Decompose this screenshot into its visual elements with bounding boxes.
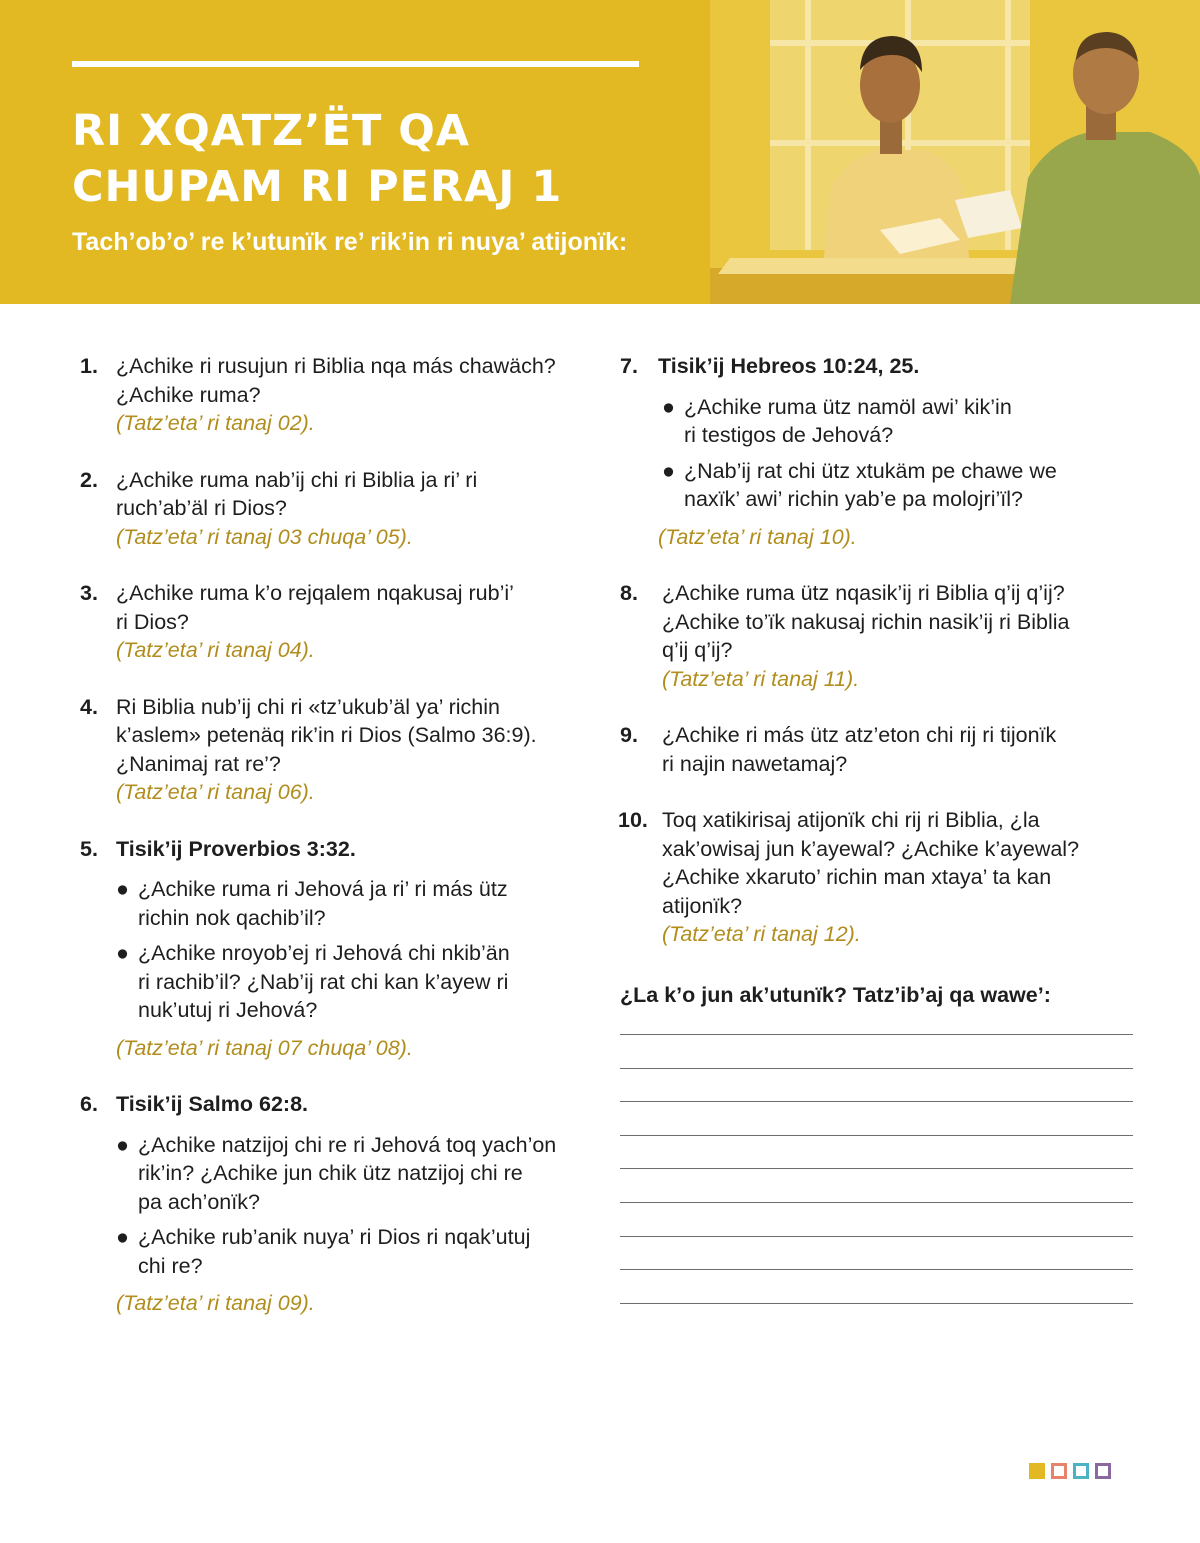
question-text-line: Toq xatikirisaj atijonïk chi rij ri Biblia, ¿la [662,808,1040,832]
question-6 [80,1090,590,1318]
scripture-heading: Tisik’ij Salmo 62:8. [116,1092,308,1116]
question-text-line: ri najin nawetamaj? [662,751,848,776]
bullet-text-line: ¿Achike rub’anik nuya’ ri Dios ri nqak’utuj [138,1225,531,1249]
bullet-icon: ● [662,394,675,419]
reference-note: (Tatz’eta’ ri tanaj 04). [116,638,315,662]
write-line[interactable] [620,1101,1133,1102]
bullet-text-line: rik’in? ¿Achike jun chik ütz natzijoj chi re [138,1161,523,1185]
bullet-text-line: chi re? [138,1253,203,1278]
reference-note: (Tatz’eta’ ri tanaj 10). [658,524,857,549]
bullet-text-line: ¿Achike ruma ri Jehová ja ri’ ri más ütz [138,877,508,901]
question-9 [620,721,1135,778]
bullet-icon: ● [662,458,675,483]
write-line[interactable] [620,1034,1133,1035]
reference-note: (Tatz’eta’ ri tanaj 11). [662,666,860,691]
question-text-line: ri Dios? [116,609,189,634]
questions-right-column [620,352,1135,949]
bullet-text-line: ¿Achike ruma ütz namöl awi’ kik’in [684,394,1012,419]
square-outline-teal [1073,1463,1089,1479]
write-line[interactable] [620,1303,1133,1304]
write-line[interactable] [620,1236,1133,1237]
question-number: 7. [620,354,638,378]
scripture-heading: Tisik’ij Hebreos 10:24, 25. [658,354,920,378]
header-rule [72,61,639,67]
write-line[interactable] [620,1202,1133,1203]
question-text-line: ¿Achike ri más ütz atz’eton chi rij ri tijonïk [662,723,1057,747]
bullet-item [116,1223,590,1280]
square-outline-purple [1095,1463,1111,1479]
header-banner [0,0,1200,304]
write-line[interactable] [620,1135,1133,1136]
write-line[interactable] [620,1068,1133,1069]
question-text-line: ¿Achike ruma? [116,382,261,407]
question-10 [620,806,1135,949]
question-number: 1. [80,354,98,378]
question-number: 8. [620,581,638,605]
write-line[interactable] [620,1168,1133,1169]
bullet-text-line: ri testigos de Jehová? [684,423,894,447]
title-line-1: RI XQATZ’ËT QA [72,106,471,156]
question-text-line: k’aslem» petenäq rik’in ri Dios (Salmo 36:9). [116,723,537,747]
bullet-text-line: ri rachib’il? ¿Nab’ij rat chi kan k’ayew ri [138,969,509,994]
write-line[interactable] [620,1269,1133,1270]
bullet-text-line: ¿Achike natzijoj chi re ri Jehová toq yach’on [138,1132,557,1157]
scripture-heading: Tisik’ij Proverbios 3:32. [116,836,356,861]
question-text-line: ¿Achike ruma k’o rejqalem nqakusaj rub’i’ [116,581,514,605]
bullet-item [116,1131,590,1217]
question-text-line: ¿Achike to’ïk nakusaj richin nasik’ij ri Biblia [662,609,1070,634]
question-number: 3. [80,581,98,605]
question-7 [620,352,1135,551]
write-lines-area[interactable] [620,1034,1133,1336]
reference-note: (Tatz’eta’ ri tanaj 09). [116,1291,315,1315]
reference-note: (Tatz’eta’ ri tanaj 06). [116,780,315,804]
question-3 [80,579,590,665]
question-text-line: Ri Biblia nub’ij chi ri «tz’ukub’äl ya’ richin [116,694,500,719]
title-line-2: CHUPAM RI PERAJ 1 [72,162,563,212]
bullet-icon: ● [116,877,129,901]
question-number: 6. [80,1092,98,1116]
write-question-prompt: ¿La k’o jun ak’utunïk? Tatz’ib’aj qa wawe’: [620,983,1051,1007]
bullet-text-line: nuk’utuj ri Jehová? [138,998,318,1022]
bullet-list [116,1131,590,1281]
question-4 [80,693,590,807]
bullet-text-line: richin nok qachib’il? [138,905,326,930]
bullet-text-line: ¿Nab’ij rat chi ütz xtukäm pe chawe we [684,458,1057,483]
bullet-icon: ● [116,941,129,965]
bullet-text-line: ¿Achike nroyob’ej ri Jehová chi nkib’än [138,941,510,965]
question-number: 9. [620,723,638,747]
bullet-list [116,875,590,1025]
question-number: 10. [618,808,648,832]
color-squares [1029,1463,1111,1479]
question-text-line: xak’owisaj jun k’ayewal? ¿Achike k’ayewal? [662,836,1080,861]
reference-note: (Tatz’eta’ ri tanaj 03 chuqa’ 05). [116,524,413,549]
page-subtitle: Tach’ob’o’ re k’utunïk re’ rik’in ri nuya’ atijonïk: [72,228,628,256]
question-text-line: ¿Achike ri rusujun ri Biblia nqa más chawäch? [116,354,556,378]
question-2 [80,466,590,552]
square-filled-yellow [1029,1463,1045,1479]
bullet-text-line: naxïk’ awi’ richin yab’e pa molojri’ïl? [684,487,1023,511]
square-outline-coral [1051,1463,1067,1479]
bullet-icon: ● [116,1225,129,1249]
bullet-icon: ● [116,1132,129,1157]
reference-note: (Tatz’eta’ ri tanaj 07 chuqa’ 08). [116,1035,413,1060]
question-number: 5. [80,836,98,861]
question-number: 4. [80,694,98,719]
bullet-item [662,457,1135,514]
question-text-line: ¿Achike ruma nab’ij chi ri Biblia ja ri’ ri [116,467,478,492]
bullet-list [662,393,1135,514]
question-1 [80,352,590,438]
bullet-item [116,939,590,1025]
reference-note: (Tatz’eta’ ri tanaj 12). [662,922,861,946]
study-illustration [710,0,1200,304]
questions-left-column [80,352,590,1318]
question-text-line: q’ij q’ij? [662,638,733,662]
question-text-line: ruch’ab’äl ri Dios? [116,496,287,520]
question-5 [80,835,590,1063]
question-number: 2. [80,467,98,492]
bullet-item [116,875,590,932]
question-text-line: ¿Achike xkaruto’ richin man xtaya’ ta kan [662,865,1052,889]
question-8 [620,579,1135,693]
question-text-line: atijonïk? [662,893,743,918]
question-text-line: ¿Nanimaj rat re’? [116,751,281,776]
question-text-line: ¿Achike ruma ütz nqasik’ij ri Biblia q’ij q’ij? [662,581,1065,605]
page-title [72,103,562,215]
bullet-item [662,393,1135,450]
reference-note: (Tatz’eta’ ri tanaj 02). [116,411,315,435]
bullet-text-line: pa ach’onïk? [138,1189,260,1214]
